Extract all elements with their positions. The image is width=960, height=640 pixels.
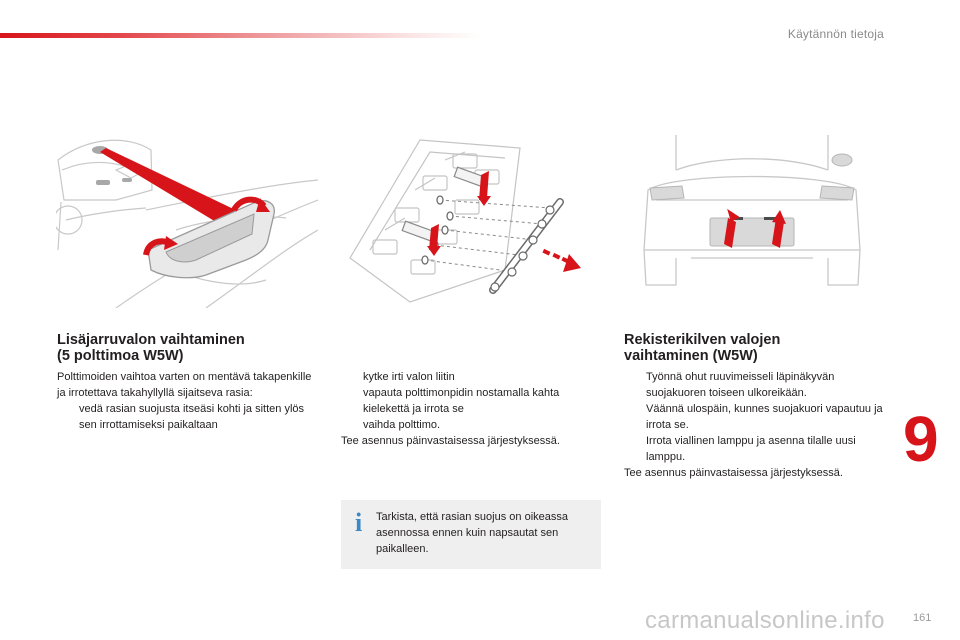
chapter-title: Käytännön tietoja — [787, 27, 884, 41]
section-heading-licence-plate-lights: Rekisterikilven valojen vaihtaminen (W5W) — [624, 332, 781, 364]
list-item: Työnnä ohut ruuvimeisseli läpinäkyvän suojakuoren toiseen ulkoreikään. — [646, 371, 835, 399]
right-closing-text: Tee asennus päinvastaisessa järjestyksessä. — [624, 467, 843, 479]
watermark: carmanualsonline.info — [645, 607, 885, 634]
brake-light-instructions — [57, 369, 319, 433]
list-item: Irrota viallinen lamppu ja asenna tilalle uusi lamppu. — [646, 435, 856, 463]
bulb-holder-instructions — [341, 369, 603, 449]
illustration-bulb-holder — [345, 130, 585, 308]
info-text: Tarkista, että rasian suojus on oikeassa asennossa ennen kuin napsautat sen paikalleen. — [376, 511, 568, 555]
page-number: 161 — [913, 612, 932, 624]
brake-light-intro: Polttimoiden vaihtoa varten on mentävä takapenkille ja irrotettava takahyllyllä sijaitseva rasia: — [57, 371, 312, 399]
list-item: Väännä ulospäin, kunnes suojakuori vapautuu ja irrota se. — [646, 403, 883, 431]
licence-plate-instructions — [624, 369, 890, 481]
section-heading-brake-light: Lisäjarruvalon vaihtaminen (5 polttimoa W5W) — [57, 332, 245, 364]
list-item: vedä rasian suojusta itseäsi kohti ja sitten ylös sen irrottamiseksi paikaltaan — [79, 403, 305, 431]
middle-closing-text: Tee asennus päinvastaisessa järjestyksessä. — [341, 435, 560, 447]
list-item: vaihda polttimo. — [363, 419, 441, 431]
illustration-car-rear — [636, 130, 868, 290]
list-item: kytke irti valon liitin — [363, 371, 455, 383]
info-box — [341, 500, 601, 569]
list-item: vapauta polttimonpidin nostamalla kahta kielekettä ja irrota se — [363, 387, 560, 415]
illustration-brake-light-cover — [56, 130, 318, 308]
chapter-number: 9 — [903, 403, 939, 475]
header-accent-bar — [0, 33, 480, 38]
info-icon: i — [355, 508, 363, 537]
